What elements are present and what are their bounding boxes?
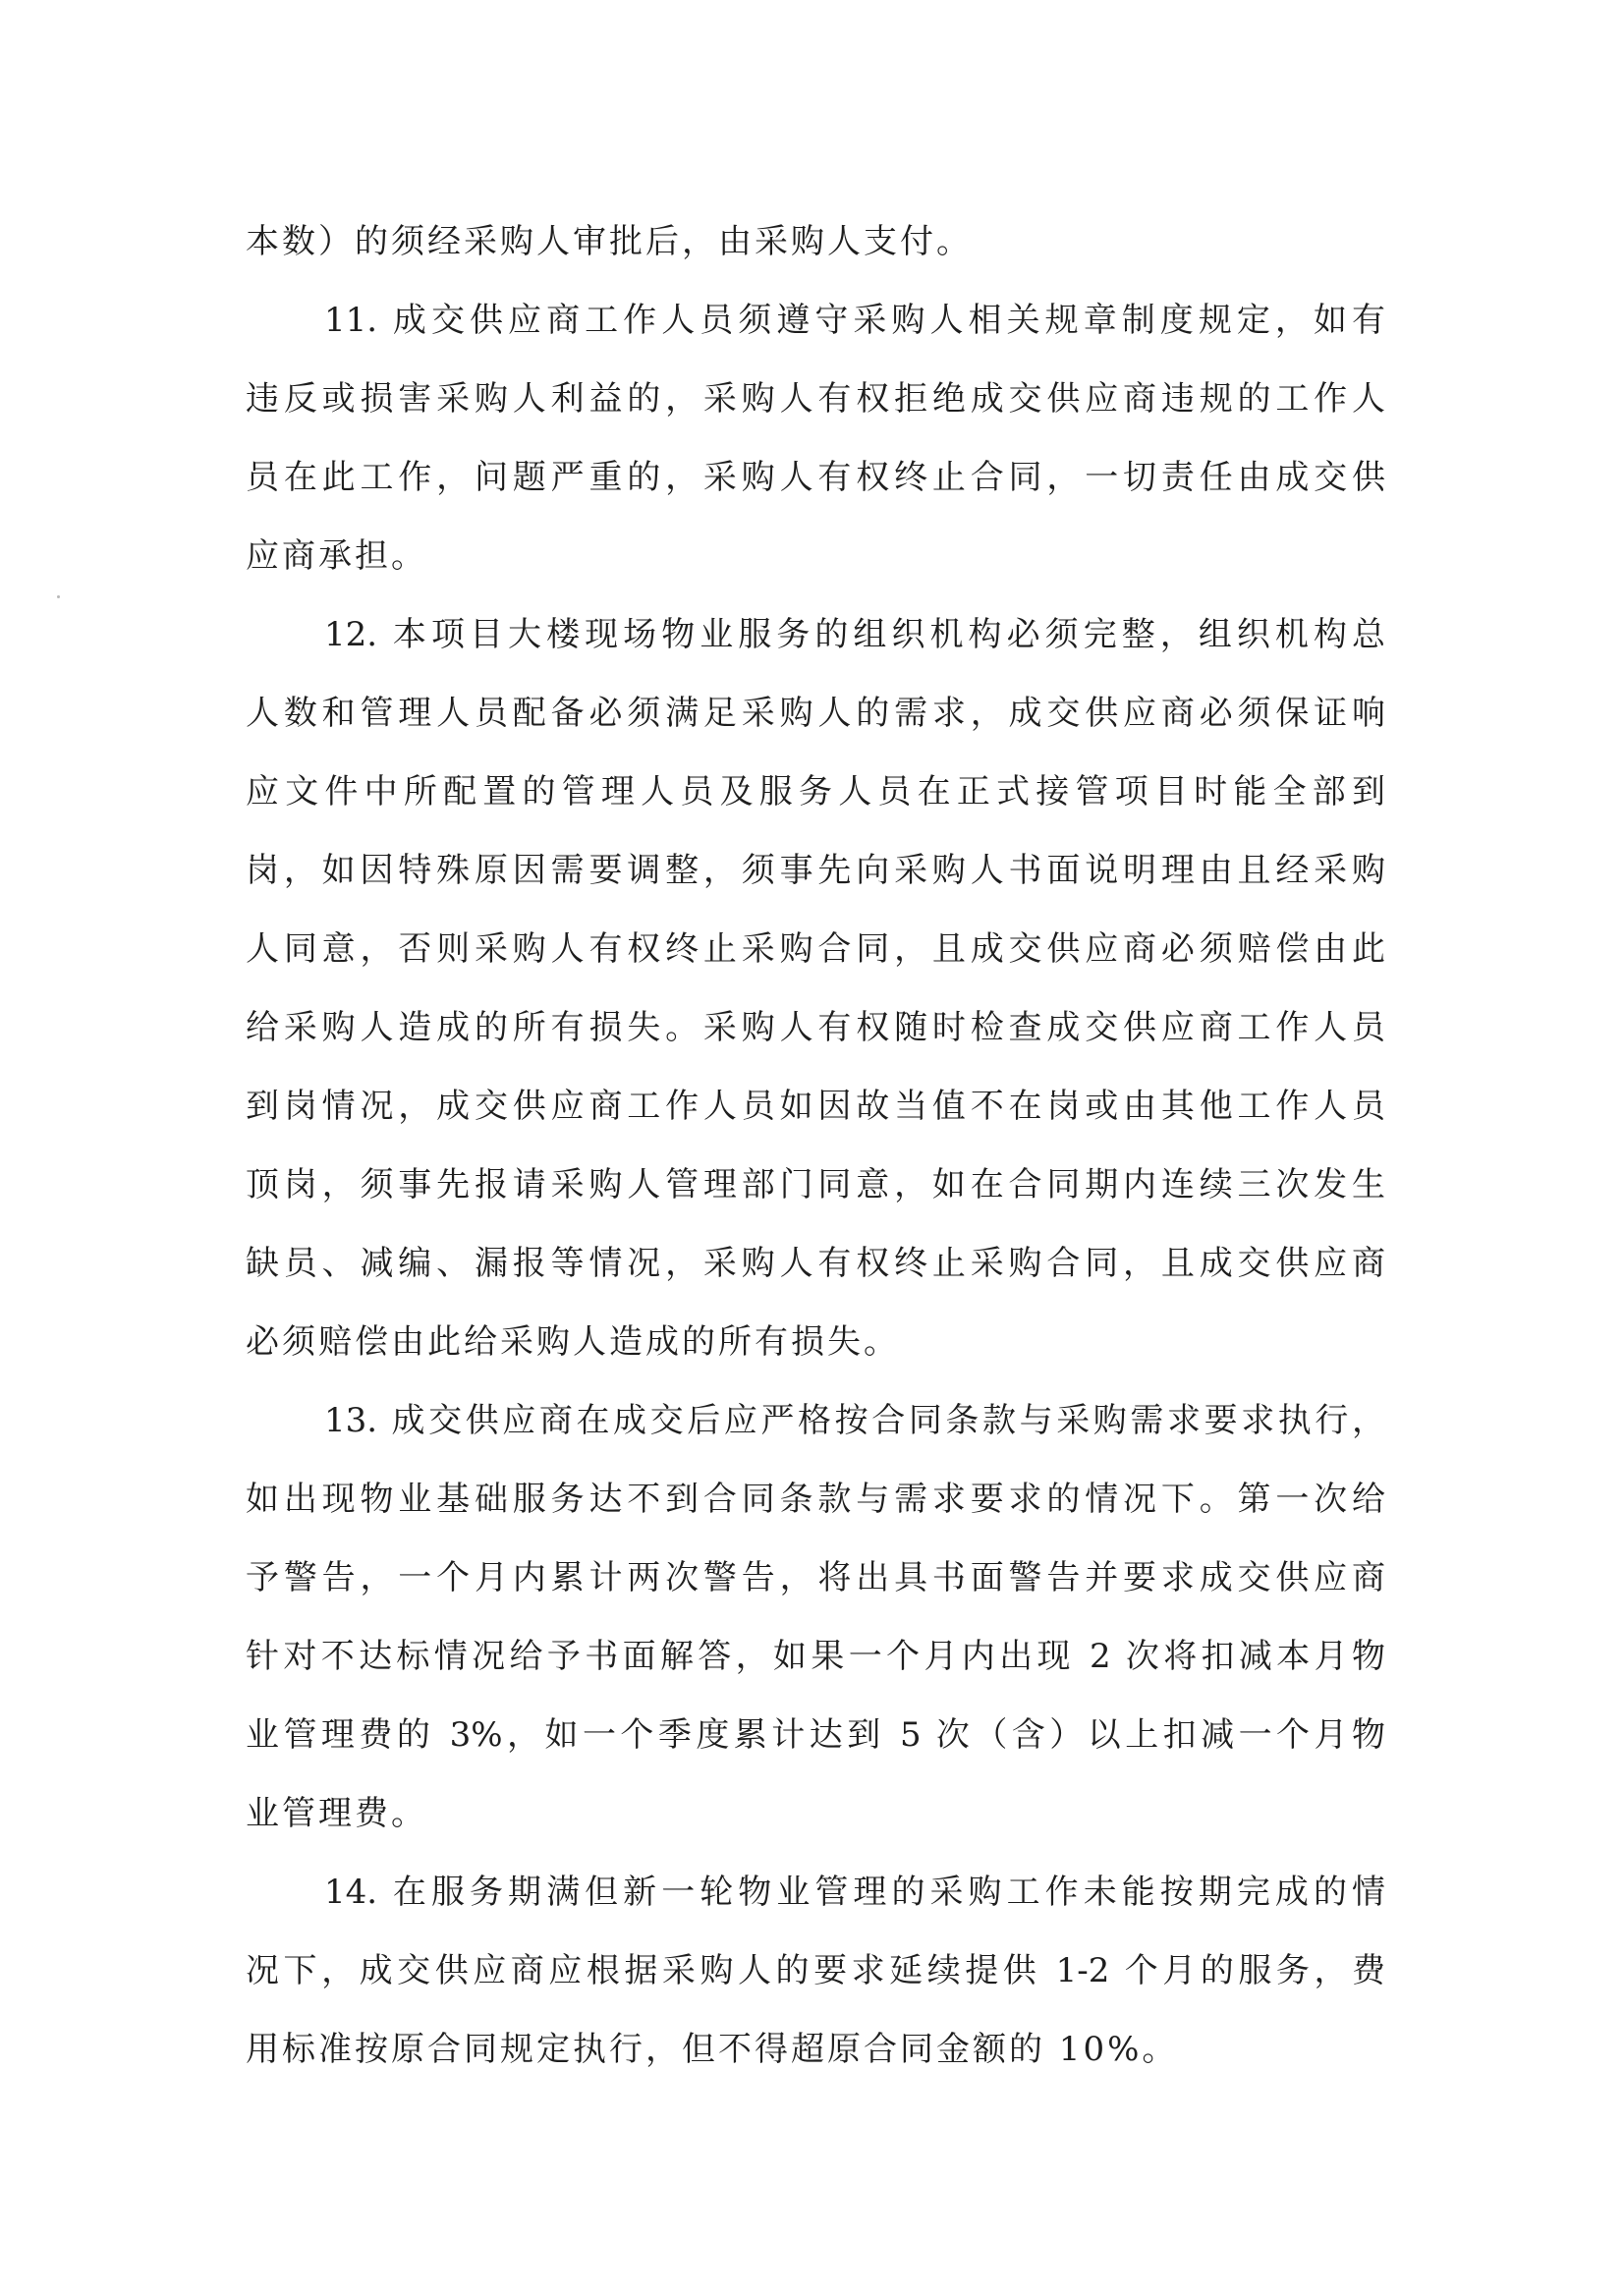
text-line: 岗，如因特殊原因需要调整，须事先向采购人书面说明理由且经采购 — [246, 851, 1385, 890]
text-line: 缺员、减编、漏报等情况，采购人有权终止采购合同，且成交供应商 — [246, 1244, 1385, 1283]
text-line: 针对不达标情况给予书面解答，如果一个月内出现 2 次将扣减本月物 — [246, 1637, 1385, 1676]
text-line: 业管理费的 3%，如一个季度累计达到 5 次（含）以上扣减一个月物 — [246, 1715, 1385, 1755]
text-line: 员在此工作，问题严重的，采购人有权终止合同，一切责任由成交供 — [246, 458, 1385, 497]
document-body — [246, 202, 1385, 2089]
text-line: 应商承担。 — [246, 536, 427, 576]
text-line: 予警告，一个月内累计两次警告，将出具书面警告并要求成交供应商 — [246, 1558, 1385, 1597]
text-line: 12. 本项目大楼现场物业服务的组织机构必须完整，组织机构总 — [324, 615, 1385, 654]
text-line: 人同意，否则采购人有权终止采购合同，且成交供应商必须赔偿由此 — [246, 929, 1385, 969]
text-line: 到岗情况，成交供应商工作人员如因故当值不在岗或由其他工作人员 — [246, 1087, 1385, 1126]
text-line: 顶岗，须事先报请采购人管理部门同意，如在合同期内连续三次发生 — [246, 1165, 1385, 1204]
text-line: 人数和管理人员配备必须满足采购人的需求，成交供应商必须保证响 — [246, 694, 1385, 733]
text-line: 业管理费。 — [246, 1794, 427, 1833]
text-line: 如出现物业基础服务达不到合同条款与需求要求的情况下。第一次给 — [246, 1480, 1385, 1519]
text-line: 给采购人造成的所有损失。采购人有权随时检查成交供应商工作人员 — [246, 1008, 1385, 1047]
scan-speck — [57, 595, 60, 598]
text-line: 13. 成交供应商在成交后应严格按合同条款与采购需求要求执行， — [324, 1401, 1385, 1440]
text-line: 必须赔偿由此给采购人造成的所有损失。 — [246, 1322, 900, 1362]
text-line: 违反或损害采购人利益的，采购人有权拒绝成交供应商违规的工作人 — [246, 379, 1385, 419]
text-line: 应文件中所配置的管理人员及服务人员在正式接管项目时能全部到 — [246, 772, 1385, 812]
text-line: 11. 成交供应商工作人员须遵守采购人相关规章制度规定，如有 — [324, 301, 1385, 340]
text-line: 本数）的须经采购人审批后，由采购人支付。 — [246, 222, 973, 261]
text-line: 14. 在服务期满但新一轮物业管理的采购工作未能按期完成的情 — [324, 1873, 1385, 1912]
text-line: 用标准按原合同规定执行，但不得超原合同金额的 10%。 — [246, 2030, 1179, 2069]
text-line: 况下，成交供应商应根据采购人的要求延续提供 1-2 个月的服务，费 — [246, 1951, 1385, 1990]
